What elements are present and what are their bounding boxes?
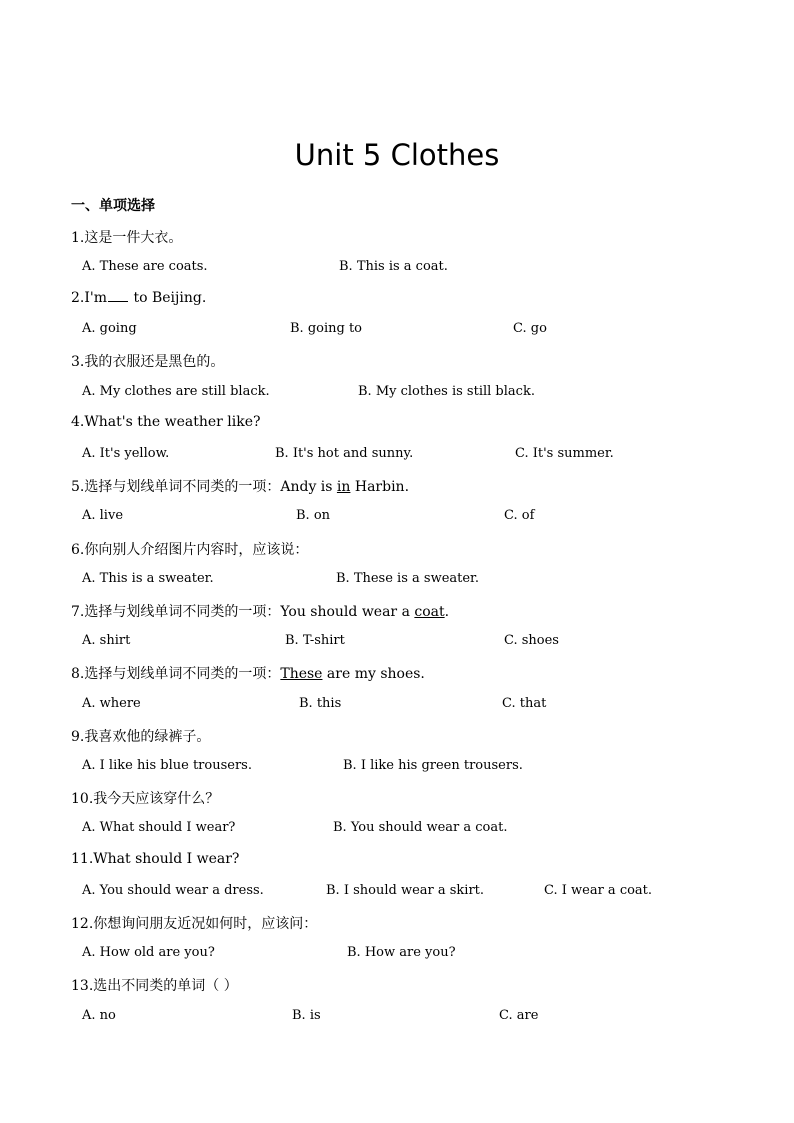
option-c[interactable]: C. are (499, 1008, 539, 1023)
option-a[interactable]: A. You should wear a dress. (82, 883, 264, 898)
options-2 (82, 321, 782, 341)
question-9: 9.我喜欢他的绿裤子。 (71, 729, 211, 745)
option-a[interactable]: A. where (82, 696, 141, 711)
question-7: 7.选择与划线单词不同类的一项：You should wear a coat. (71, 604, 450, 620)
options-12 (82, 945, 782, 965)
question-12: 12.你想询问朋友近况如何时，应该问： (71, 916, 318, 932)
question-6: 6.你向别人介绍图片内容时，应该说： (71, 542, 309, 558)
options-4 (82, 446, 782, 466)
option-a[interactable]: A. live (82, 508, 124, 523)
options-6 (82, 571, 782, 591)
options-9 (82, 758, 782, 778)
question-5: 5.选择与划线单词不同类的一项：Andy is in Harbin. (71, 479, 410, 495)
option-b[interactable]: B. this (299, 696, 342, 711)
options-3 (82, 384, 782, 404)
underlined-word: These (280, 666, 323, 682)
option-b[interactable]: B. T-shirt (285, 633, 345, 648)
option-c[interactable]: C. go (513, 321, 547, 336)
option-b[interactable]: B. These is a sweater. (336, 571, 479, 586)
option-a[interactable]: A. going (82, 321, 137, 336)
option-a[interactable]: A. shirt (82, 633, 131, 648)
options-1 (82, 259, 782, 279)
options-10 (82, 820, 782, 840)
question-3: 3.我的衣服还是黑色的。 (71, 354, 225, 370)
option-b[interactable]: B. You should wear a coat. (333, 820, 508, 835)
options-7 (82, 633, 782, 653)
option-b[interactable]: B. It's hot and sunny. (275, 446, 414, 461)
option-a[interactable]: A. How old are you? (82, 945, 215, 960)
options-11 (82, 883, 782, 903)
option-c[interactable]: C. shoes (504, 633, 559, 648)
option-c[interactable]: C. of (504, 508, 535, 523)
section-heading: 一、单项选择 (71, 198, 155, 214)
option-a[interactable]: A. My clothes are still black. (82, 384, 270, 399)
option-b[interactable]: B. on (296, 508, 331, 523)
option-b[interactable]: B. I should wear a skirt. (326, 883, 485, 898)
answer-blank (108, 289, 128, 302)
option-a[interactable]: A. What should I wear? (82, 820, 236, 835)
option-b[interactable]: B. I like his green trousers. (343, 758, 523, 773)
option-a[interactable]: A. It's yellow. (82, 446, 170, 461)
question-8: 8.选择与划线单词不同类的一项：These are my shoes. (71, 666, 425, 682)
question-4: 4.What's the weather like? (71, 414, 261, 430)
option-c[interactable]: C. that (502, 696, 547, 711)
options-13 (82, 1008, 782, 1028)
page-title: Unit 5 Clothes (294, 138, 500, 172)
option-a[interactable]: A. These are coats. (82, 259, 208, 274)
option-b[interactable]: B. is (292, 1008, 321, 1023)
option-a[interactable]: A. no (82, 1008, 116, 1023)
options-5 (82, 508, 782, 528)
option-c[interactable]: C. It's summer. (515, 446, 614, 461)
underlined-word: coat (414, 604, 445, 620)
options-8 (82, 696, 782, 716)
question-10: 10.我今天应该穿什么？ (71, 791, 220, 807)
option-b[interactable]: B. This is a coat. (339, 259, 448, 274)
option-b[interactable]: B. going to (290, 321, 363, 336)
option-b[interactable]: B. How are you? (347, 945, 456, 960)
option-c[interactable]: C. I wear a coat. (544, 883, 653, 898)
option-a[interactable]: A. This is a sweater. (82, 571, 214, 586)
option-a[interactable]: A. I like his blue trousers. (82, 758, 252, 773)
question-2: 2.I'm to Beijing. (71, 290, 207, 306)
question-13: 13.选出不同类的单词（ ） (71, 978, 238, 994)
underlined-word: in (336, 479, 351, 495)
option-b[interactable]: B. My clothes is still black. (358, 384, 535, 399)
question-1: 1.这是一件大衣。 (71, 230, 183, 246)
question-11: 11.What should I wear? (71, 851, 240, 867)
